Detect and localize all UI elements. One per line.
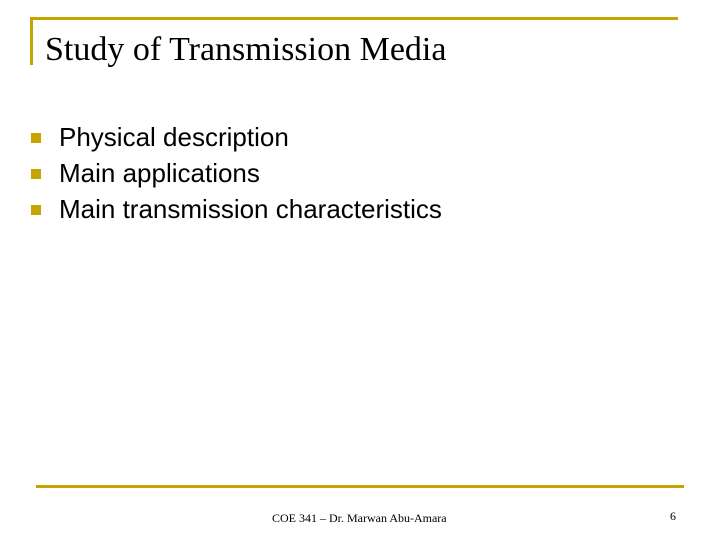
bullet-label: Physical description xyxy=(59,122,289,152)
footer-text: COE 341 – Dr. Marwan Abu-Amara xyxy=(272,511,447,525)
bullet-item-physical-description xyxy=(28,119,442,155)
slide-title: Study of Transmission Media xyxy=(45,31,447,68)
page-number: 6 xyxy=(670,509,676,523)
square-bullet-icon xyxy=(31,169,41,179)
title-top-rule xyxy=(30,17,678,20)
bullet-item-main-transmission-characteristics xyxy=(28,191,442,227)
bullet-list xyxy=(28,119,442,227)
bullet-label: Main transmission characteristics xyxy=(59,194,442,224)
square-bullet-icon xyxy=(31,205,41,215)
bullet-label: Main applications xyxy=(59,158,260,188)
footer-rule xyxy=(36,485,684,488)
bullet-item-main-applications xyxy=(28,155,442,191)
square-bullet-icon xyxy=(31,133,41,143)
title-left-rule xyxy=(30,17,33,65)
